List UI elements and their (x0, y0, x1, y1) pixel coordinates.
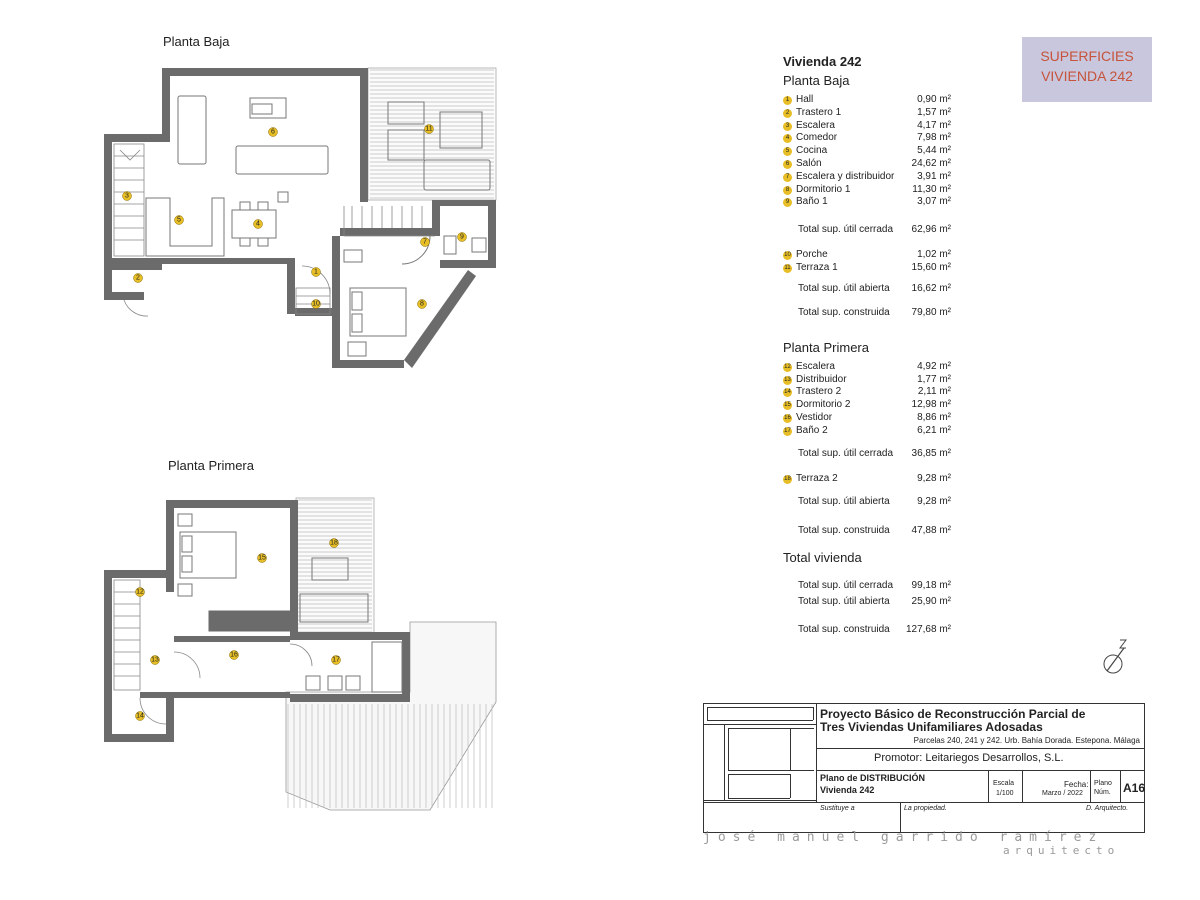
room-name: Dormitorio 2 (796, 399, 851, 411)
replaces-label: Sustituye a (820, 805, 855, 812)
first-floor-plan (100, 492, 510, 832)
room-marker-label: 17 (332, 656, 340, 664)
room-area: 8,86 m² (917, 411, 951, 423)
stair-12 (114, 580, 140, 690)
room-row (783, 107, 963, 120)
room-number-badge: 16 (784, 414, 791, 421)
north-arrow-icon (1100, 638, 1134, 676)
first-total-closed: Total sup. útil cerrada 36,85 m² (798, 447, 951, 459)
room-marker-label: 13 (151, 656, 159, 664)
ground-floor-plan (100, 60, 510, 380)
room-name: Baño 1 (796, 196, 828, 208)
room-marker-label: 6 (271, 128, 275, 136)
room-row (783, 184, 963, 197)
room-name: Escalera (796, 119, 835, 131)
ground-floor-plan-title: Planta Baja (163, 34, 230, 49)
room-number-badge: 6 (783, 160, 792, 169)
first-room-list (783, 361, 963, 438)
ground-open-room-list (783, 249, 963, 275)
terrace-2-deck (296, 498, 374, 638)
title-block (703, 703, 1145, 833)
room-number-badge: 13 (784, 376, 791, 383)
room-row (783, 374, 963, 387)
room-number-badge: 2 (783, 109, 792, 118)
room-marker-label: 18 (330, 539, 338, 547)
first-floor-plan-title: Planta Primera (168, 458, 254, 473)
room-row (783, 425, 963, 438)
bed-2 (178, 514, 236, 596)
badge-line-2: VIVIENDA 242 (1041, 68, 1133, 84)
room-marker-label: 16 (230, 651, 238, 659)
project-location: Parcelas 240, 241 y 242. Urb. Bahía Dorada. Estepona. Málaga (913, 736, 1140, 745)
room-marker-label: 4 (256, 220, 260, 228)
room-number-badge: 5 (783, 147, 792, 156)
room-area: 1,77 m² (917, 373, 951, 385)
total-built: Total sup. construida 127,68 m² (798, 624, 951, 636)
room-row (783, 361, 963, 374)
room-marker-label: 3 (125, 192, 129, 200)
lower-deck (286, 622, 496, 810)
first-total-open: Total sup. útil abierta 9,28 m² (798, 496, 951, 508)
bath-2 (306, 642, 402, 692)
room-area: 6,21 m² (917, 424, 951, 436)
plan-name: Vivienda 242 (820, 785, 875, 795)
room-area: 15,60 m² (911, 261, 951, 273)
room-area: 7,98 m² (917, 132, 951, 144)
first-total-built: Total sup. construida 47,88 m² (798, 525, 951, 537)
scale-label: Escala (993, 780, 1015, 787)
total-heading: Total vivienda (783, 550, 862, 566)
project-title-line-2: Tres Viviendas Unifamiliares Adosadas (820, 720, 1043, 734)
room-marker-label: 8 (420, 300, 424, 308)
architect-signature-title: arquitecto (1003, 844, 1120, 857)
ground-heading: Planta Baja (783, 73, 850, 88)
room-row (783, 399, 963, 412)
scale-value: 1/100 (996, 790, 1014, 797)
ground-total-built: Total sup. construida 79,80 m² (798, 306, 951, 318)
room-area: 4,17 m² (917, 119, 951, 131)
sheet-label: Plano (1094, 780, 1112, 787)
first-open-room-list (783, 473, 963, 486)
room-row (783, 249, 963, 262)
room-name: Dormitorio 1 (796, 183, 851, 195)
room-area: 1,02 m² (917, 249, 951, 261)
sheet-label-2: Núm. (1094, 789, 1111, 796)
room-area: 4,92 m² (917, 360, 951, 372)
room-number-badge: 7 (783, 173, 792, 182)
room-area: 12,98 m² (911, 399, 951, 411)
surfaces-badge (1022, 37, 1152, 102)
total-closed: Total sup. útil cerrada 99,18 m² (798, 580, 951, 592)
room-number-badge: 9 (783, 198, 792, 207)
room-marker-label: 7 (423, 238, 427, 246)
room-row (783, 94, 963, 107)
room-row (783, 120, 963, 133)
living-furniture (178, 96, 328, 202)
room-row (783, 386, 963, 399)
ground-total-closed: Total sup. útil cerrada 62,96 m² (798, 224, 951, 236)
room-marker-label: 14 (136, 712, 144, 720)
room-number-badge: 18 (784, 475, 791, 482)
room-name: Vestidor (796, 411, 833, 423)
plan-label: Plano de DISTRIBUCIÓN (820, 773, 926, 783)
room-area: 3,91 m² (917, 170, 951, 182)
room-name: Terraza 1 (796, 261, 838, 273)
date-value: Marzo / 2022 (1042, 790, 1083, 797)
room-number-badge: 15 (784, 402, 791, 409)
architect-label: D. Arquitecto. (1086, 805, 1129, 812)
room-name: Escalera y distribuidor (796, 170, 895, 182)
first-heading: Planta Primera (783, 339, 869, 355)
room-name: Baño 2 (796, 424, 828, 436)
room-area: 3,07 m² (917, 196, 951, 208)
room-number-badge: 4 (783, 134, 792, 143)
room-name: Hall (796, 94, 814, 105)
room-area: 9,28 m² (917, 472, 951, 484)
room-area: 5,44 m² (917, 145, 951, 157)
room-area: 0,90 m² (917, 94, 951, 105)
room-area: 1,57 m² (917, 106, 951, 118)
room-number-badge: 14 (784, 389, 791, 396)
terrace-1-deck (368, 68, 496, 200)
room-name: Salón (796, 157, 822, 169)
room-name: Escalera (796, 360, 835, 372)
room-row (783, 158, 963, 171)
room-number-badge: 8 (783, 186, 792, 195)
architect-signature: josé manuel garrido ramírez (703, 830, 1104, 845)
room-row (783, 132, 963, 145)
room-row (783, 145, 963, 158)
room-name: Porche (796, 249, 828, 261)
room-marker-label: 9 (460, 233, 464, 241)
room-row (783, 262, 963, 275)
surfaces-table (783, 54, 963, 637)
badge-line-1: SUPERFICIES (1040, 48, 1134, 64)
room-number-badge: 3 (783, 122, 792, 131)
room-number-badge: 11 (784, 264, 791, 271)
room-number-badge: 1 (783, 96, 792, 105)
room-area: 24,62 m² (911, 157, 951, 169)
promoter: Promotor: Leitariegos Desarrollos, S.L. (874, 752, 1064, 764)
room-marker-label: 11 (425, 125, 433, 133)
dwelling-title: Vivienda 242 (783, 54, 862, 69)
room-marker-label: 5 (177, 216, 181, 224)
ground-room-list (783, 94, 963, 209)
room-name: Cocina (796, 145, 828, 157)
room-row (783, 412, 963, 425)
date-label: Fecha: (1064, 780, 1089, 789)
room-number-badge: 17 (784, 427, 791, 434)
room-name: Terraza 2 (796, 472, 838, 484)
sheet-number: A16 (1123, 781, 1146, 795)
room-name: Distribuidor (796, 373, 847, 385)
room-area: 2,11 m² (917, 386, 951, 398)
room-name: Trastero 2 (796, 386, 842, 398)
room-marker-label: 1 (314, 268, 318, 276)
room-row (783, 171, 963, 184)
room-number-badge: 10 (784, 252, 791, 259)
room-row (783, 473, 963, 486)
room-marker-label: 2 (136, 274, 140, 282)
room-marker-label: 12 (136, 588, 144, 596)
room-number-badge: 12 (784, 363, 791, 370)
room-row (783, 196, 963, 209)
bed-1 (344, 233, 486, 356)
room-area: 11,30 m² (912, 183, 951, 195)
project-title-line-1: Proyecto Básico de Reconstrucción Parcial de (820, 707, 1086, 721)
room-marker-label: 10 (312, 300, 320, 308)
total-open: Total sup. útil abierta 25,90 m² (798, 596, 951, 608)
room-marker-label: 15 (258, 554, 266, 562)
ground-total-open: Total sup. útil abierta 16,62 m² (798, 282, 951, 294)
room-name: Comedor (796, 132, 838, 144)
owner-label: La propiedad. (904, 805, 947, 812)
room-name: Trastero 1 (796, 106, 842, 118)
